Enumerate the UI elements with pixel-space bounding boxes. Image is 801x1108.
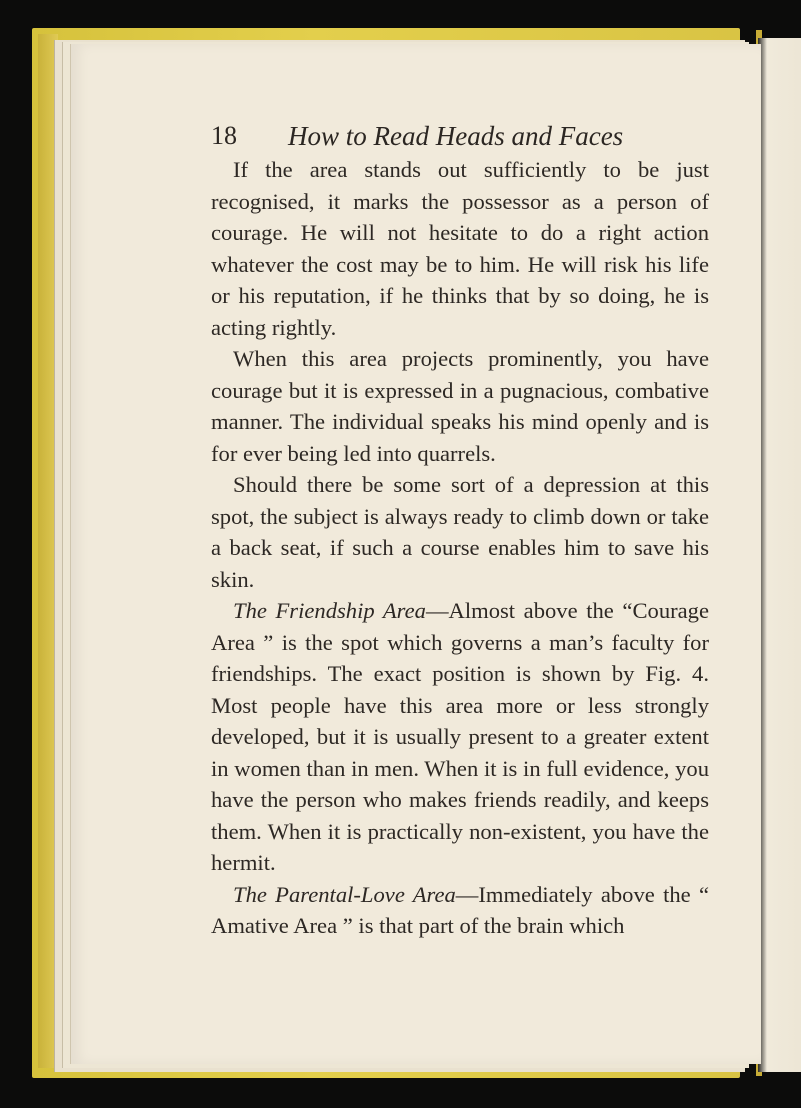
- paragraph-courage-prominent: When this area projects prominently, you have courage but it is expressed in a pugnacious, combative manner. The individual speaks his mind openly and is for ever being led into quarrels.: [211, 346, 709, 466]
- parental-love-area-heading: The Parental-Love Area: [233, 881, 456, 907]
- page-number: 18: [211, 121, 237, 150]
- facing-page-edge: [758, 38, 801, 1072]
- page-header: [211, 118, 711, 158]
- paragraph-friendship-area: [211, 595, 709, 879]
- running-title: How to Read Heads and Faces: [288, 121, 624, 151]
- paragraph-parental-love-area: [211, 879, 709, 942]
- parental-love-area-text: —Immediately above the “ Amative Area ” is that part of the brain which: [211, 881, 709, 938]
- body-text: [211, 154, 709, 942]
- paragraph-courage-depression: Should there be some sort of a depression at this spot, the subject is always ready to climb down or take a back seat, if such a course enables him to save his skin.: [211, 472, 709, 592]
- paragraph-courage-recognised: If the area stands out sufficiently to be just recognised, it marks the possessor as a person of courage. He will not hesitate to do a right action whatever the cost may be to him. He will risk his life or his reputation, if he thinks that by so doing, he is acting rightly.: [211, 157, 709, 340]
- friendship-area-text: —Almost above the “Courage Area ” is the spot which governs a man’s faculty for friendships. The exact position is shown by Fig. 4. Most people have this area more or less strongly developed, but it is usually present to a greater extent in women than in men. When it is in full evidence, you have the person who makes friends readily, and keeps them. When it is practically non-existent, you have the hermit.: [211, 598, 709, 875]
- friendship-area-heading: The Friendship Area: [233, 598, 426, 623]
